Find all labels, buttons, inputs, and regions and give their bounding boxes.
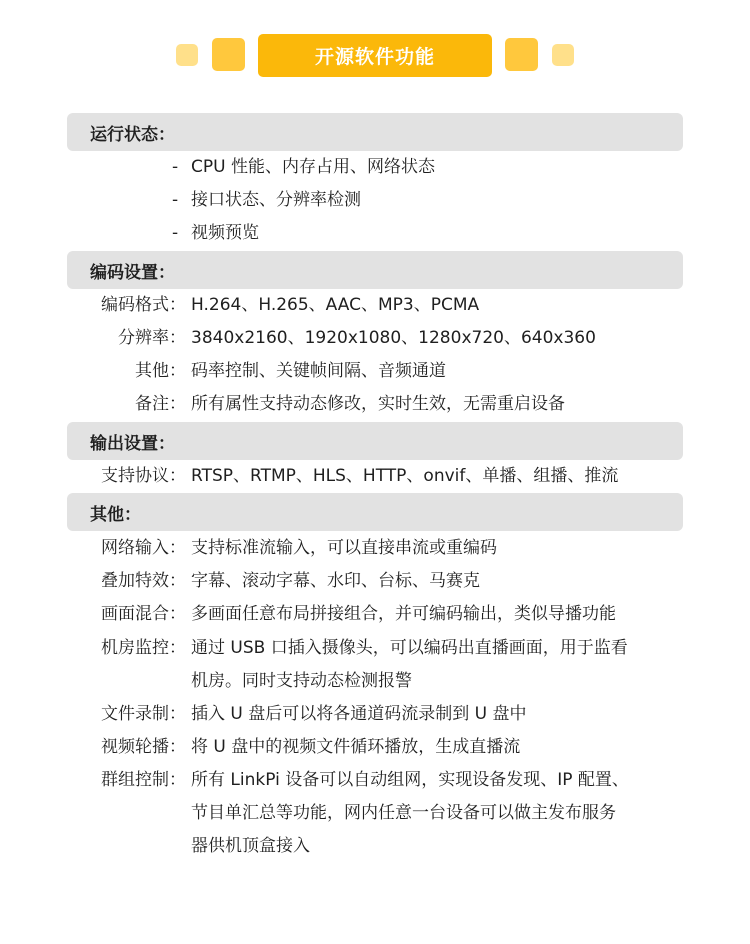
spec-row xyxy=(0,462,750,490)
spec-label: 备注： xyxy=(135,394,186,414)
spec-row xyxy=(0,766,750,794)
spec-row-continuation xyxy=(0,832,750,860)
spec-value: 多画面任意布局拼接组合，并可编码输出，类似导播功能 xyxy=(191,604,616,624)
spec-label: 编码格式： xyxy=(101,295,186,315)
spec-label: 分辨率： xyxy=(118,328,186,348)
spec-row xyxy=(0,567,750,595)
banner-title: 开源软件功能 xyxy=(258,34,492,77)
spec-row-continuation xyxy=(0,799,750,827)
section-header-other: 其他： xyxy=(67,493,683,531)
spec-row xyxy=(0,357,750,385)
spec-value: 通过 USB 口插入摄像头，可以编码出直播画面，用于监看 xyxy=(191,638,628,658)
spec-value: 字幕、滚动字幕、水印、台标、马赛克 xyxy=(191,571,480,591)
spec-value: 支持标准流输入，可以直接串流或重编码 xyxy=(191,538,497,558)
spec-value: 器供机顶盒接入 xyxy=(191,836,310,856)
spec-value: 将 U 盘中的视频文件循环播放，生成直播流 xyxy=(191,737,521,757)
section-header-encoding: 编码设置： xyxy=(67,251,683,289)
spec-row-continuation xyxy=(0,667,750,695)
spec-label: 群组控制： xyxy=(101,770,186,790)
spec-value: 码率控制、关键帧间隔、音频通道 xyxy=(191,361,446,381)
list-item-text: CPU 性能、内存占用、网络状态 xyxy=(191,157,435,177)
spec-value: 机房。同时支持动态检测报警 xyxy=(191,671,412,691)
decor-square xyxy=(212,38,245,71)
spec-label: 支持协议： xyxy=(101,466,186,486)
spec-row xyxy=(0,291,750,319)
bullet-dash: - xyxy=(172,223,179,243)
spec-row xyxy=(0,324,750,352)
decor-square xyxy=(552,44,574,66)
spec-value: 插入 U 盘后可以将各通道码流录制到 U 盘中 xyxy=(191,704,527,724)
decor-square xyxy=(505,38,538,71)
spec-value: H.264、H.265、AAC、MP3、PCMA xyxy=(191,295,480,315)
spec-label: 画面混合： xyxy=(101,604,186,624)
section-banner xyxy=(0,34,750,78)
spec-row xyxy=(0,700,750,728)
decor-square xyxy=(176,44,198,66)
spec-label: 文件录制： xyxy=(101,704,186,724)
section-header-output: 输出设置： xyxy=(67,422,683,460)
spec-label: 叠加特效： xyxy=(101,571,186,591)
spec-label: 其他： xyxy=(135,361,186,381)
spec-value: 所有 LinkPi 设备可以自动组网，实现设备发现、IP 配置、 xyxy=(191,770,629,790)
spec-value: 3840x2160、1920x1080、1280x720、640x360 xyxy=(191,328,596,348)
spec-row xyxy=(0,634,750,662)
list-item xyxy=(0,153,750,181)
spec-value: RTSP、RTMP、HLS、HTTP、onvif、单播、组播、推流 xyxy=(191,466,619,486)
list-item-text: 接口状态、分辨率检测 xyxy=(191,190,361,210)
bullet-dash: - xyxy=(172,190,179,210)
list-item xyxy=(0,219,750,247)
spec-label: 网络输入： xyxy=(101,538,186,558)
spec-label: 视频轮播： xyxy=(101,737,186,757)
section-header-status: 运行状态： xyxy=(67,113,683,151)
spec-value: 节目单汇总等功能，网内任意一台设备可以做主发布服务 xyxy=(191,803,616,823)
spec-label: 机房监控： xyxy=(101,638,186,658)
spec-row xyxy=(0,390,750,418)
list-item xyxy=(0,186,750,214)
spec-row xyxy=(0,600,750,628)
spec-value: 所有属性支持动态修改，实时生效，无需重启设备 xyxy=(191,394,565,414)
spec-row xyxy=(0,534,750,562)
list-item-text: 视频预览 xyxy=(191,223,259,243)
bullet-dash: - xyxy=(172,157,179,177)
spec-row xyxy=(0,733,750,761)
